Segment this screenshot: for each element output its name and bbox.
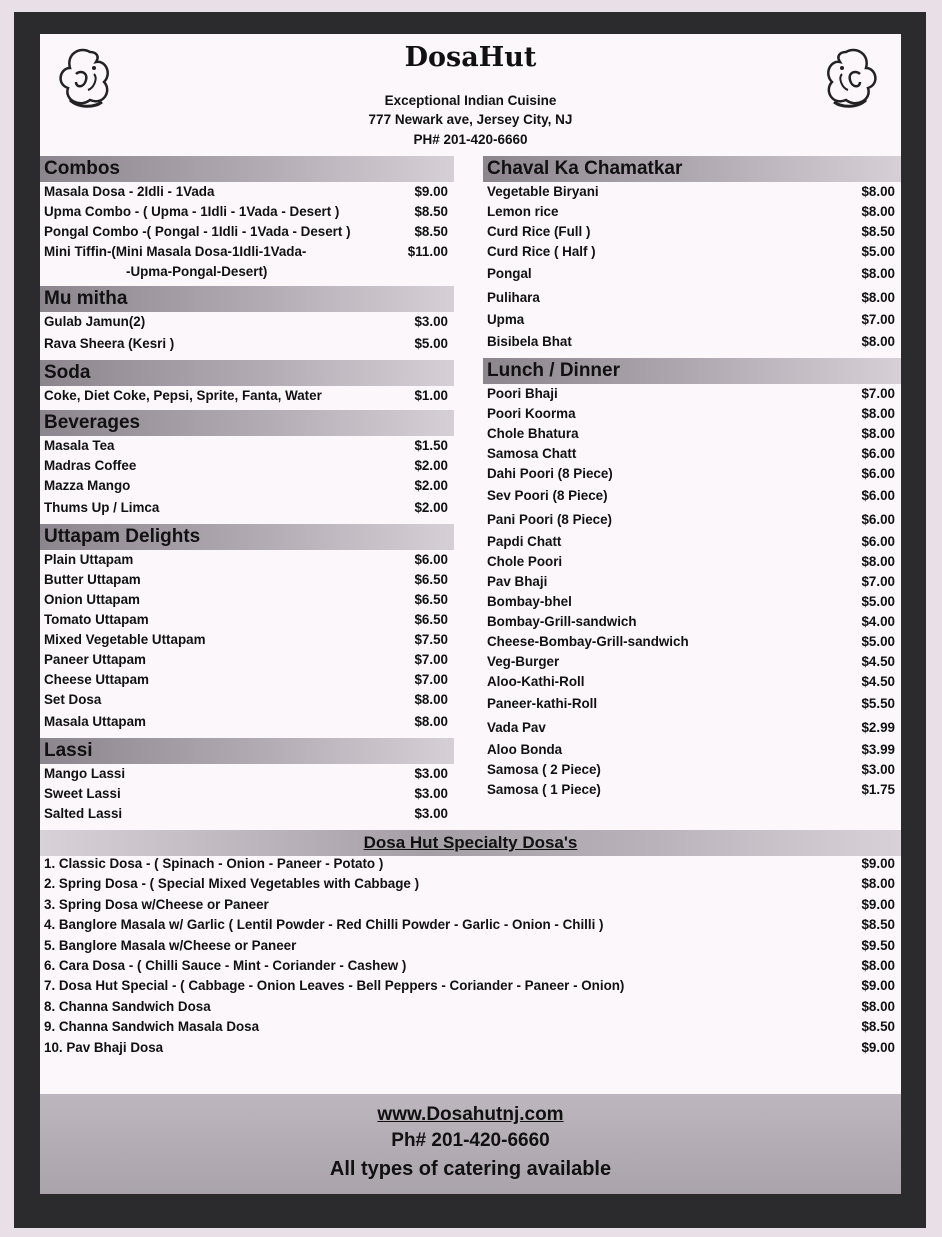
menu-item-name: Gulab Jamun(2) — [44, 314, 146, 329]
menu-item-price: $5.00 — [861, 244, 895, 259]
menu-item-price: $3.00 — [414, 806, 448, 821]
menu-item-price: $4.50 — [861, 674, 895, 689]
restaurant-name: DosaHut — [404, 42, 537, 73]
specialty-item-price: $8.00 — [861, 876, 895, 892]
menu-item — [40, 262, 454, 282]
specialty-item — [40, 956, 901, 976]
menu-item-name: Pongal — [487, 266, 532, 281]
menu-item-name: Pani Poori (8 Piece) — [487, 512, 613, 527]
specialty-item-name: 6. Cara Dosa - ( Chilli Sauce - Mint - Coriander - Cashew ) — [44, 957, 407, 973]
menu-item-price: $6.00 — [414, 552, 448, 567]
menu-item-price: $8.50 — [861, 224, 895, 239]
menu-item-price: $8.00 — [861, 290, 895, 305]
menu-item — [483, 672, 901, 692]
specialty-item — [40, 976, 901, 996]
menu-item-price: $7.50 — [414, 632, 448, 647]
menu-item — [40, 436, 454, 456]
footer-phone: Ph# 201-420-6660 — [391, 1130, 550, 1151]
menu-item-name: Mixed Vegetable Uttapam — [44, 632, 206, 647]
specialty-item — [40, 997, 901, 1017]
menu-item-name: Poori Bhaji — [487, 386, 558, 401]
menu-sheet — [40, 34, 901, 1194]
menu-item — [40, 670, 454, 690]
section-header: Uttapam Delights — [40, 524, 454, 550]
menu-item-name: Curd Rice ( Half ) — [487, 244, 596, 259]
left-menu-column — [40, 152, 454, 824]
menu-item — [483, 242, 901, 262]
menu-item-name: Veg-Burger — [487, 654, 560, 669]
menu-item-price: $2.00 — [414, 500, 448, 515]
menu-item-name: Upma — [487, 312, 525, 327]
menu-item-name: Tomato Uttapam — [44, 612, 149, 627]
menu-item-name: Samosa ( 1 Piece) — [487, 782, 601, 797]
specialty-title: Dosa Hut Specialty Dosa's — [363, 833, 578, 852]
menu-item-price: $4.50 — [861, 654, 895, 669]
specialty-item-name: 7. Dosa Hut Special - ( Cabbage - Onion Leaves - Bell Peppers - Coriander - Paneer - Onion) — [44, 978, 625, 994]
section-header: Lassi — [40, 738, 454, 764]
menu-item-price: $5.00 — [861, 634, 895, 649]
menu-item-price: $2.00 — [414, 478, 448, 493]
menu-item-name: Cheese Uttapam — [44, 672, 149, 687]
menu-item-price: $8.00 — [861, 266, 895, 281]
section-header: Chaval Ka Chamatkar — [483, 156, 901, 182]
menu-item — [483, 740, 901, 760]
specialty-item-name: 8. Channa Sandwich Dosa — [44, 998, 211, 1014]
section-header: Soda — [40, 360, 454, 386]
menu-item — [483, 780, 901, 800]
specialty-item-name: 5. Banglore Masala w/Cheese or Paneer — [44, 937, 297, 953]
menu-item-price: $8.00 — [414, 714, 448, 729]
menu-item-name: Bombay-Grill-sandwich — [487, 614, 637, 629]
menu-item — [483, 508, 901, 532]
menu-item — [40, 804, 454, 824]
menu-item-name: Pulihara — [487, 290, 540, 305]
specialty-item — [40, 1017, 901, 1037]
menu-item-price: $6.00 — [861, 534, 895, 549]
address: 777 Newark ave, Jersey City, NJ — [368, 112, 573, 127]
menu-item-name: Poori Koorma — [487, 406, 576, 421]
menu-item — [483, 612, 901, 632]
menu-item-name: Plain Uttapam — [44, 552, 134, 567]
menu-item — [483, 424, 901, 444]
menu-item-name: Pav Bhaji — [487, 574, 548, 589]
specialty-item-price: $9.00 — [861, 856, 895, 871]
menu-header — [40, 34, 901, 152]
menu-item-name: Salted Lassi — [44, 806, 123, 821]
menu-item — [40, 590, 454, 610]
specialty-item-name: 1. Classic Dosa - ( Spinach - Onion - Paneer - Potato ) — [44, 856, 384, 871]
menu-item-price: $1.75 — [861, 782, 895, 797]
menu-item — [40, 570, 454, 590]
menu-item — [483, 716, 901, 740]
menu-item-name: Chole Poori — [487, 554, 563, 569]
menu-item — [483, 572, 901, 592]
menu-item — [40, 222, 454, 242]
menu-item-name: Sweet Lassi — [44, 786, 121, 801]
specialty-item-price: $8.00 — [861, 998, 895, 1014]
menu-item — [40, 690, 454, 710]
menu-item-price: $6.00 — [861, 488, 895, 503]
menu-item-name: Paneer-kathi-Roll — [487, 696, 598, 711]
menu-item — [483, 484, 901, 508]
menu-item-name: Curd Rice (Full ) — [487, 224, 591, 239]
menu-item-price: $2.00 — [414, 458, 448, 473]
menu-item-name: Coke, Diet Coke, Pepsi, Sprite, Fanta, Water — [44, 388, 322, 403]
menu-item — [483, 286, 901, 310]
menu-item — [40, 710, 454, 734]
menu-item-price: $6.00 — [861, 512, 895, 527]
menu-item-name: Vegetable Biryani — [487, 184, 599, 199]
menu-item-price: $8.00 — [861, 184, 895, 199]
footer-band — [40, 1094, 901, 1194]
menu-item — [40, 332, 454, 356]
menu-item-price: $3.00 — [414, 314, 448, 329]
specialty-item-price: $9.00 — [861, 1039, 895, 1055]
menu-item — [483, 384, 901, 404]
menu-item-price: $8.50 — [414, 224, 448, 239]
menu-item-price: $8.00 — [414, 692, 448, 707]
specialty-item — [40, 1038, 901, 1058]
menu-item — [483, 310, 901, 330]
menu-item-price: $9.00 — [414, 184, 448, 199]
right-menu-column — [483, 152, 901, 800]
menu-item-price: $5.00 — [414, 336, 448, 351]
menu-item — [40, 630, 454, 650]
menu-item-name: Mini Tiffin-(Mini Masala Dosa-1Idli-1Vada- — [44, 244, 307, 259]
menu-item — [40, 386, 454, 406]
menu-item — [483, 592, 901, 612]
menu-item-price: $3.99 — [861, 742, 895, 757]
menu-item — [40, 182, 454, 202]
menu-item — [483, 692, 901, 716]
menu-item-price: $3.00 — [414, 786, 448, 801]
menu-item — [483, 330, 901, 354]
menu-item-price: $4.00 — [861, 614, 895, 629]
menu-item-name: Samosa Chatt — [487, 446, 577, 461]
menu-item-name: Butter Uttapam — [44, 572, 141, 587]
menu-item — [483, 202, 901, 222]
specialty-item-price: $9.00 — [861, 978, 895, 994]
menu-item-name: Bisibela Bhat — [487, 334, 572, 349]
menu-item-price: $2.99 — [861, 720, 895, 735]
menu-item-name: Masala Uttapam — [44, 714, 146, 729]
section-header: Lunch / Dinner — [483, 358, 901, 384]
menu-item — [483, 464, 901, 484]
menu-item-name: Masala Tea — [44, 438, 115, 453]
menu-item-name: Chole Bhatura — [487, 426, 579, 441]
menu-item-price: $7.00 — [861, 386, 895, 401]
menu-item-name: Masala Dosa - 2Idli - 1Vada — [44, 184, 215, 199]
menu-item — [483, 532, 901, 552]
website-link[interactable]: www.Dosahutnj.com — [377, 1104, 564, 1125]
menu-item-price: $8.00 — [861, 334, 895, 349]
specialty-item-price: $9.00 — [861, 896, 895, 912]
menu-item-name: Samosa ( 2 Piece) — [487, 762, 601, 777]
menu-item-price: $8.00 — [861, 554, 895, 569]
menu-item-price: $6.00 — [861, 466, 895, 481]
menu-item — [40, 456, 454, 476]
menu-item-price: $7.00 — [861, 312, 895, 327]
menu-item-name: Aloo Bonda — [487, 742, 563, 757]
menu-item-price: $6.50 — [414, 612, 448, 627]
menu-item-name: Dahi Poori (8 Piece) — [487, 466, 613, 481]
section-header: Beverages — [40, 410, 454, 436]
menu-item-name: Sev Poori (8 Piece) — [487, 488, 608, 503]
menu-item-name: Madras Coffee — [44, 458, 137, 473]
menu-item-name: Upma Combo - ( Upma - 1Idli - 1Vada - Desert ) — [44, 204, 340, 219]
specialty-header — [40, 830, 901, 856]
menu-item-name: Aloo-Kathi-Roll — [487, 674, 585, 689]
specialty-item-price: $9.50 — [861, 937, 895, 953]
menu-item — [483, 632, 901, 652]
specialty-item-price: $8.00 — [861, 957, 895, 973]
menu-item-name: Vada Pav — [487, 720, 546, 735]
specialty-item-name: 9. Channa Sandwich Masala Dosa — [44, 1019, 260, 1035]
menu-item-name: Cheese-Bombay-Grill-sandwich — [487, 634, 689, 649]
menu-item — [40, 550, 454, 570]
header-phone: PH# 201-420-6660 — [413, 132, 528, 147]
menu-item-name: Papdi Chatt — [487, 534, 562, 549]
menu-item-price: $7.00 — [414, 672, 448, 687]
menu-item-name: -Upma-Pongal-Desert) — [126, 264, 268, 279]
menu-item-price: $1.50 — [414, 438, 448, 453]
menu-item-name: Onion Uttapam — [44, 592, 140, 607]
menu-item-price: $8.00 — [861, 204, 895, 219]
menu-item-price: $6.00 — [861, 446, 895, 461]
menu-item-price: $7.00 — [414, 652, 448, 667]
specialty-item — [40, 895, 901, 915]
specialty-item-price: $8.50 — [861, 917, 895, 933]
menu-item-price: $8.00 — [861, 406, 895, 421]
specialty-item-name: 2. Spring Dosa - ( Special Mixed Vegetables with Cabbage ) — [44, 876, 420, 892]
menu-item-price: $6.50 — [414, 592, 448, 607]
menu-item-price: $5.50 — [861, 696, 895, 711]
menu-item-price: $8.50 — [414, 204, 448, 219]
specialty-item-name: 3. Spring Dosa w/Cheese or Paneer — [44, 896, 269, 912]
menu-item-price: $3.00 — [414, 766, 448, 781]
menu-item — [483, 652, 901, 672]
menu-item — [40, 242, 454, 262]
menu-item — [40, 764, 454, 784]
menu-item-name: Pongal Combo -( Pongal - 1Idli - 1Vada - Desert ) — [44, 224, 351, 239]
menu-item — [483, 262, 901, 286]
menu-item — [483, 182, 901, 202]
menu-item-name: Rava Sheera (Kesri ) — [44, 336, 175, 351]
menu-item-name: Set Dosa — [44, 692, 102, 707]
section-header: Combos — [40, 156, 454, 182]
menu-item-price: $3.00 — [861, 762, 895, 777]
menu-item — [483, 222, 901, 242]
menu-item-price: $7.00 — [861, 574, 895, 589]
catering-note: All types of catering available — [329, 1158, 612, 1180]
menu-item — [40, 496, 454, 520]
menu-item-price: $8.00 — [861, 426, 895, 441]
menu-item — [40, 784, 454, 804]
menu-item-name: Mango Lassi — [44, 766, 126, 781]
menu-item-price: $6.50 — [414, 572, 448, 587]
menu-item — [40, 312, 454, 332]
specialty-item — [40, 874, 901, 894]
menu-item — [483, 760, 901, 780]
tagline: Exceptional Indian Cuisine — [384, 93, 557, 108]
menu-item — [483, 404, 901, 424]
specialty-item-name: 10. Pav Bhaji Dosa — [44, 1039, 164, 1055]
specialty-list — [40, 854, 901, 1058]
menu-item — [40, 476, 454, 496]
menu-item-price: $5.00 — [861, 594, 895, 609]
specialty-item — [40, 854, 901, 874]
menu-item-name: Lemon rice — [487, 204, 559, 219]
specialty-item — [40, 915, 901, 935]
menu-item — [483, 444, 901, 464]
menu-item-name: Mazza Mango — [44, 478, 131, 493]
menu-item — [40, 610, 454, 630]
menu-item-name: Thums Up / Limca — [44, 500, 160, 515]
menu-item-price: $11.00 — [407, 244, 448, 259]
menu-item — [40, 650, 454, 670]
specialty-item-price: $8.50 — [861, 1019, 895, 1035]
menu-item-name: Paneer Uttapam — [44, 652, 146, 667]
menu-item — [483, 552, 901, 572]
menu-item-name: Bombay-bhel — [487, 594, 572, 609]
section-header: Mu mitha — [40, 286, 454, 312]
specialty-item-name: 4. Banglore Masala w/ Garlic ( Lentil Powder - Red Chilli Powder - Garlic - Onion - Chilli ) — [44, 917, 604, 933]
menu-item — [40, 202, 454, 222]
specialty-item — [40, 936, 901, 956]
menu-item-price: $1.00 — [414, 388, 448, 403]
